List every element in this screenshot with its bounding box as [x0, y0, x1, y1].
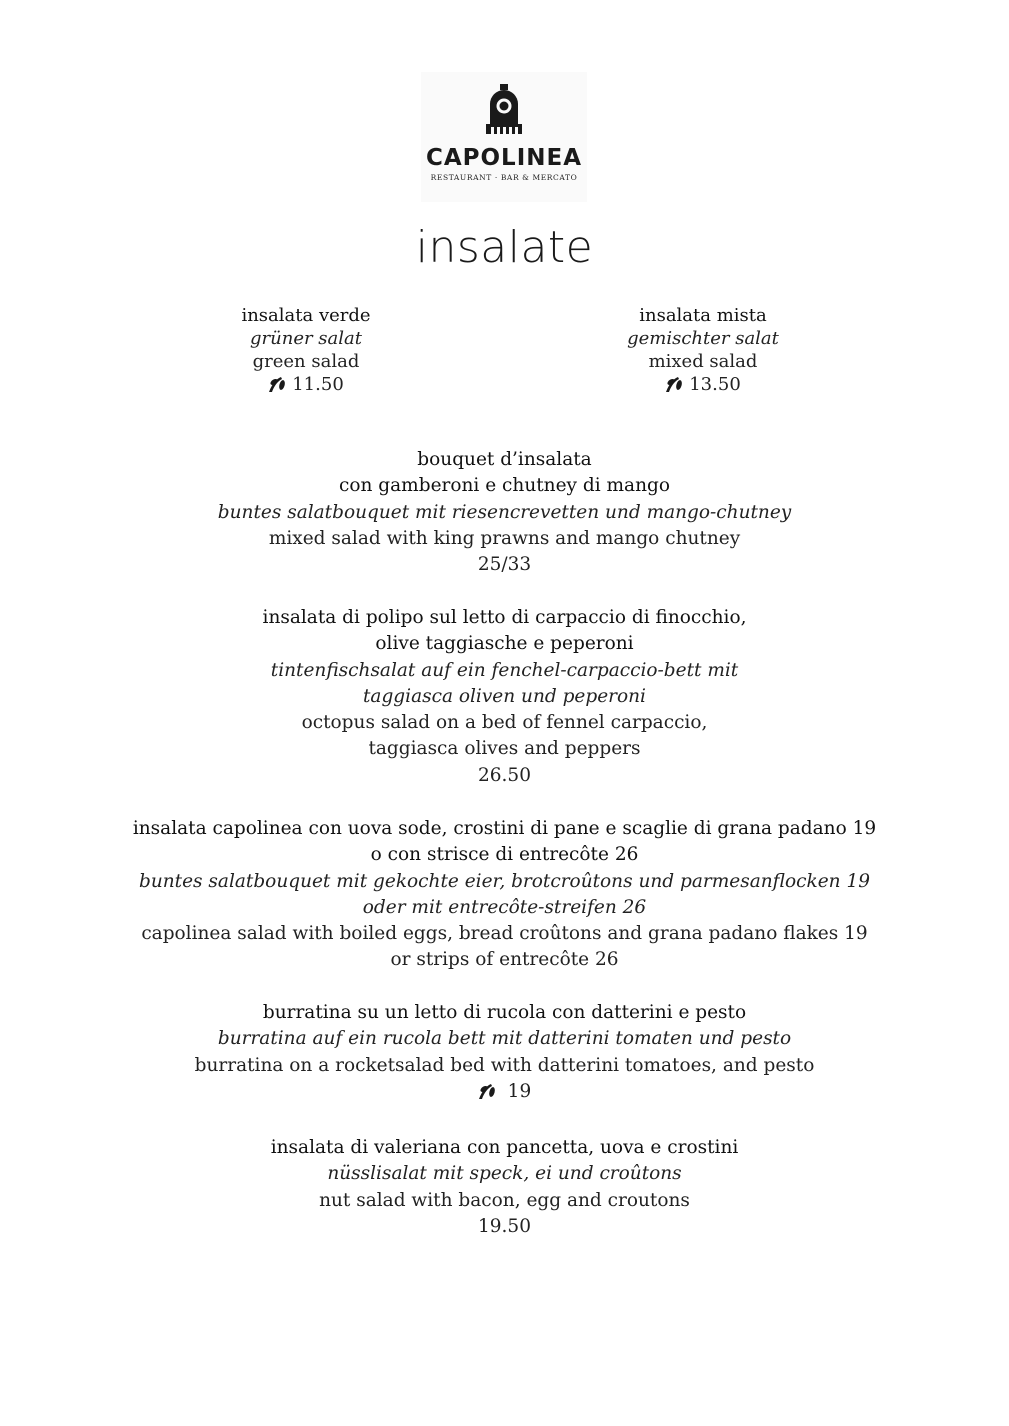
logo-name: CAPOLINEA — [425, 145, 583, 171]
item-english: burratina on a rocketsalad bed with datterini tomatoes, and pesto — [194, 1054, 815, 1076]
vegetarian-leaf-icon — [665, 375, 685, 393]
item-german: nüsslisalat mit speck, ei und croûtons — [327, 1163, 682, 1185]
item-german: buntes salatbouquet mit gekochte eier, brotcroûtons und parmesanflocken 19 — [139, 870, 870, 892]
item-english: octopus salad on a bed of fennel carpaccio, — [301, 712, 708, 734]
item-price: 11.50 — [292, 374, 344, 395]
item-price: 13.50 — [689, 374, 741, 395]
vegetarian-leaf-icon — [268, 375, 288, 393]
item-german: burratina auf ein rucola bett mit datterini tomaten und pesto — [217, 1028, 792, 1050]
item-english: green salad — [252, 351, 360, 372]
item-price: 26.50 — [478, 764, 531, 786]
item-name: burratina su un letto di rucola con datterini e pesto — [262, 1002, 747, 1023]
item-german: oder mit entrecôte-streifen 26 — [362, 896, 647, 918]
item-price: 19 — [507, 1080, 532, 1102]
locomotive-icon — [484, 84, 524, 136]
item-name: o con strisce di entrecôte 26 — [370, 844, 639, 866]
item-name: insalata capolinea con uova sode, crostini di pane e scaglie di grana padano 19 — [132, 818, 877, 839]
menu-item-burratina — [60, 1000, 949, 1105]
item-english: or strips of entrecôte 26 — [390, 949, 619, 971]
menu-item-insalata-mista — [553, 304, 853, 396]
item-price: 25/33 — [477, 554, 532, 576]
item-german: gemischter salat — [627, 328, 779, 349]
item-name: insalata di polipo sul letto di carpaccio di finocchio, — [262, 607, 747, 628]
item-german: grüner salat — [250, 328, 362, 349]
vegetarian-leaf-icon — [478, 1082, 498, 1100]
item-price-line — [553, 373, 853, 396]
item-name: insalata di valeriana con pancetta, uova e crostini — [270, 1137, 739, 1158]
item-german: taggiasca oliven und peperoni — [363, 685, 646, 707]
item-name: con gamberoni e chutney di mango — [339, 475, 670, 497]
item-name: olive taggiasche e peperoni — [375, 633, 634, 655]
section-title: insalate — [415, 222, 594, 273]
item-english: mixed salad with king prawns and mango chutney — [268, 527, 741, 549]
item-name: bouquet d’insalata — [417, 449, 592, 470]
restaurant-logo — [421, 72, 587, 202]
item-price-line — [60, 1079, 949, 1105]
item-price: 19.50 — [478, 1215, 531, 1237]
item-german: tintenfischsalat auf ein fenchel-carpaccio-bett mit — [270, 659, 739, 681]
item-english: nut salad with bacon, egg and croutons — [319, 1189, 690, 1211]
menu-item-insalata-verde — [156, 304, 456, 396]
menu-item-bouquet-insalata — [60, 447, 949, 578]
item-name: insalata verde — [241, 305, 371, 326]
item-english: capolinea salad with boiled eggs, bread croûtons and grana padano flakes 19 — [141, 923, 868, 945]
item-english: taggiasca olives and peppers — [368, 738, 641, 760]
item-english: mixed salad — [648, 351, 758, 372]
logo-tagline: RESTAURANT · BAR & MERCATO — [430, 173, 578, 182]
item-name: insalata mista — [639, 305, 767, 326]
item-german: buntes salatbouquet mit riesencrevetten und mango-chutney — [217, 501, 792, 523]
menu-item-insalata-valeriana — [60, 1135, 949, 1240]
item-price-line — [156, 373, 456, 396]
menu-item-insalata-polipo — [60, 605, 949, 789]
menu-item-insalata-capolinea — [60, 816, 949, 974]
